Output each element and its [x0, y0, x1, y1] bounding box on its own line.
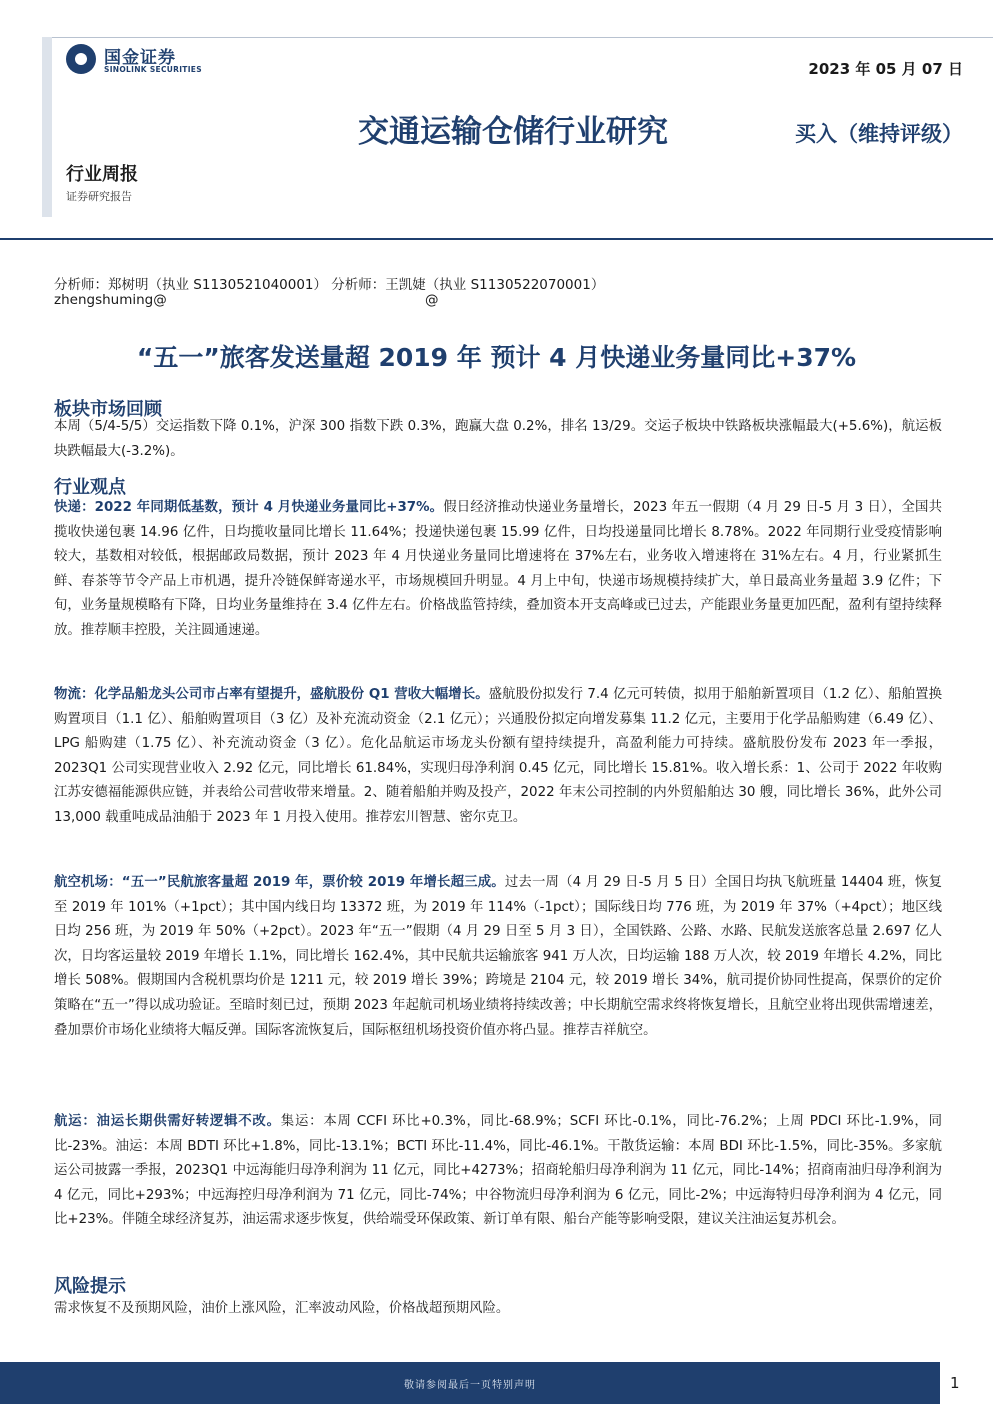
logistics-text: 盛航股份拟发行 7.4 亿元可转债，拟用于船舶新置项目（1.2 亿）、船舶置换购置项目（1.1 亿）、船舶购置项目（3 亿）及补充流动资金（2.1 亿元）；兴通股份拟定向增发募集 11.2 亿元，主要用于化学品船购建（6.49 亿）、LPG 船购建（1.75 亿）、补充流动资金（3 亿）。危化品航运市场龙头份额有望持续提升，高盈利能力可持续。盛航股份发布 2023 年一季报，2023Q1 公司实现营业收入 2.92 亿元，同比增长 61.84%，实现归母净利润 0.45 亿元，同比增长 15.81%。收入增长系：1、公司于 2022 年收购江苏安德福能源供应链，并表给公司营收带来增量。2、随着船舶并购及投产，2022 年末公司控制的内外贸船舶达 30 艘，同比增长 36%，此外公司 13,000 载重吨成品油船于 2023 年 1 月投入使用。推荐宏川智慧、密尔克卫。 [54, 687, 942, 825]
express-lead: 快递：2022 年同期低基数，预计 4 月快递业务量同比+37%。 [54, 500, 444, 515]
logo-name-cn: 国金证券 [104, 48, 176, 68]
shipping-lead: 航运：油运长期供需好转逻辑不改。 [54, 1114, 281, 1129]
company-logo [66, 42, 226, 78]
logo-name-en: SINOLINK SECURITIES [104, 65, 202, 74]
market-review-text: 本周（5/4-5/5）交运指数下降 0.1%，沪深 300 指数下跌 0.3%，跑赢大盘 0.2%，排名 13/29。交运子板块中铁路板块涨幅最大(+5.6%)，航运板块跌幅最大(-3.2%)。 [54, 419, 942, 459]
report-date: 2023 年 05 月 07 日 [808, 60, 963, 78]
shipping-paragraph [54, 1110, 942, 1233]
header-side-bar [42, 37, 52, 217]
aviation-lead: 航空机场：“五一”民航旅客量超 2019 年，票价较 2019 年增长超三成。 [54, 875, 505, 890]
aviation-text: 过去一周（4 月 29 日-5 月 5 日）全国日均执飞航班量 14404 班，恢复至 2019 年 101%（+1pct）；其中国内线日均 13372 班，为 2019 年 114%（-1pct）；国际线日均 776 班，为 2019 年 37%（+4pct）；地区线日均 256 班，为 2019 年 50%（+2pct）。2023 年“五一”假期（4 月 29 日至 5 月 3 日），全国铁路、公路、水路、民航发送旅客总量 2.697 亿人次，日均客运量较 2019 年增长 1.1%，同比增长 162.4%，其中民航共运输旅客 941 万人次，日均运输 188 万人次，较 2019 年增长 4.2%，同比增长 508%。假期国内含税机票均价是 1211 元，较 2019 增长 39%；跨境是 2104 元，较 2019 增长 34%，航司提价协同性提高，保票价的定价策略在“五一”得以成功验证。至暗时刻已过，预期 2023 年起航司机场业绩将持续改善；中长期航空需求终将恢复增长，且航空业将出现供需增速差，叠加票价市场化业绩将大幅反弹。国际客流恢复后，国际枢纽机场投资价值亦将凸显。推荐吉祥航空。 [54, 875, 942, 1038]
footer-disclaimer-note: 敬请参阅最后一页特别声明 [404, 1380, 536, 1391]
report-headline: “五一”旅客发送量超 2019 年 预计 4 月快递业务量同比+37% [136, 343, 857, 372]
analyst-email-1: zhengshuming@ [54, 292, 167, 308]
logo-mark-icon [66, 44, 96, 74]
analyst-line: 分析师：郑树明（执业 S1130521040001） 分析师：王凯婕（执业 S1130522070001） [54, 277, 605, 293]
analyst-email-2: @ [425, 292, 439, 308]
page-number: 1 [950, 1374, 960, 1392]
report-type: 行业周报 [66, 164, 138, 185]
section-heading-market: 板块市场回顾 [54, 399, 162, 420]
section-heading-views: 行业观点 [54, 477, 126, 498]
logistics-lead: 物流：化学品船龙头公司市占率有望提升，盛航股份 Q1 营收大幅增长。 [54, 687, 489, 702]
logistics-paragraph [54, 683, 942, 831]
rating-label: 买入（维持评级） [795, 122, 963, 146]
section-heading-risk: 风险提示 [54, 1276, 126, 1297]
report-subtype: 证券研究报告 [66, 190, 132, 203]
risk-text: 需求恢复不及预期风险，油价上涨风险，汇率波动风险，价格战超预期风险。 [54, 1301, 510, 1316]
market-review-paragraph [54, 415, 942, 464]
risk-paragraph [54, 1297, 942, 1322]
header-bottom-rule [0, 238, 993, 240]
express-text: 假日经济推动快递业务量增长，2023 年五一假期（4 月 29 日-5 月 3 日），全国共揽收快递包裹 14.96 亿件，日均揽收量同比增长 11.64%；投递快递包裹 15.99 亿件，日均投递量同比增长 8.78%。2022 年同期行业受疫情影响较大，基数相对较低，根据邮政局数据，预计 2023 年 4 月快递业务量同比增速将在 37%左右，业务收入增速将在 31%左右。4 月，行业紧抓生鲜、春茶等节令产品上市机遇，提升冷链保鲜寄递水平，市场规模回升明显。4 月上中旬，快递市场规模持续扩大，单日最高业务量超 3.9 亿件；下旬，业务量规模略有下降，日均业务量维持在 3.4 亿件左右。价格战监管持续，叠加资本开支高峰或已过去，产能跟业务量更加匹配，盈利有望持续释放。推荐顺丰控股，关注圆通速递。 [54, 500, 942, 638]
report-title: 交通运输仓储行业研究 [358, 114, 668, 150]
shipping-text: 集运：本周 CCFI 环比+0.3%，同比-68.9%；SCFI 环比-0.1%，同比-76.2%；上周 PDCI 环比-1.9%，同比-23%。油运：本周 BDTI 环比+1.8%，同比-13.1%；BCTI 环比-11.4%，同比-46.1%。干散货运输：本周 BDI 环比-1.5%，同比-35%。多家航运公司披露一季报，2023Q1 中远海能归母净利润为 11 亿元，同比+4273%；招商轮船归母净利润为 11 亿元，同比-14%；招商南油归母净利润为 4 亿元，同比+293%；中远海控归母净利润为 71 亿元，同比-74%；中谷物流归母净利润为 6 亿元，同比-2%；中远海特归母净利润为 4 亿元，同比+23%。伴随全球经济复苏，油运需求逐步恢复，供给端受环保政策、新订单有限、船台产能等影响受限，建议关注油运复苏机会。 [54, 1114, 942, 1228]
aviation-paragraph [54, 871, 942, 1043]
express-paragraph [54, 496, 942, 644]
